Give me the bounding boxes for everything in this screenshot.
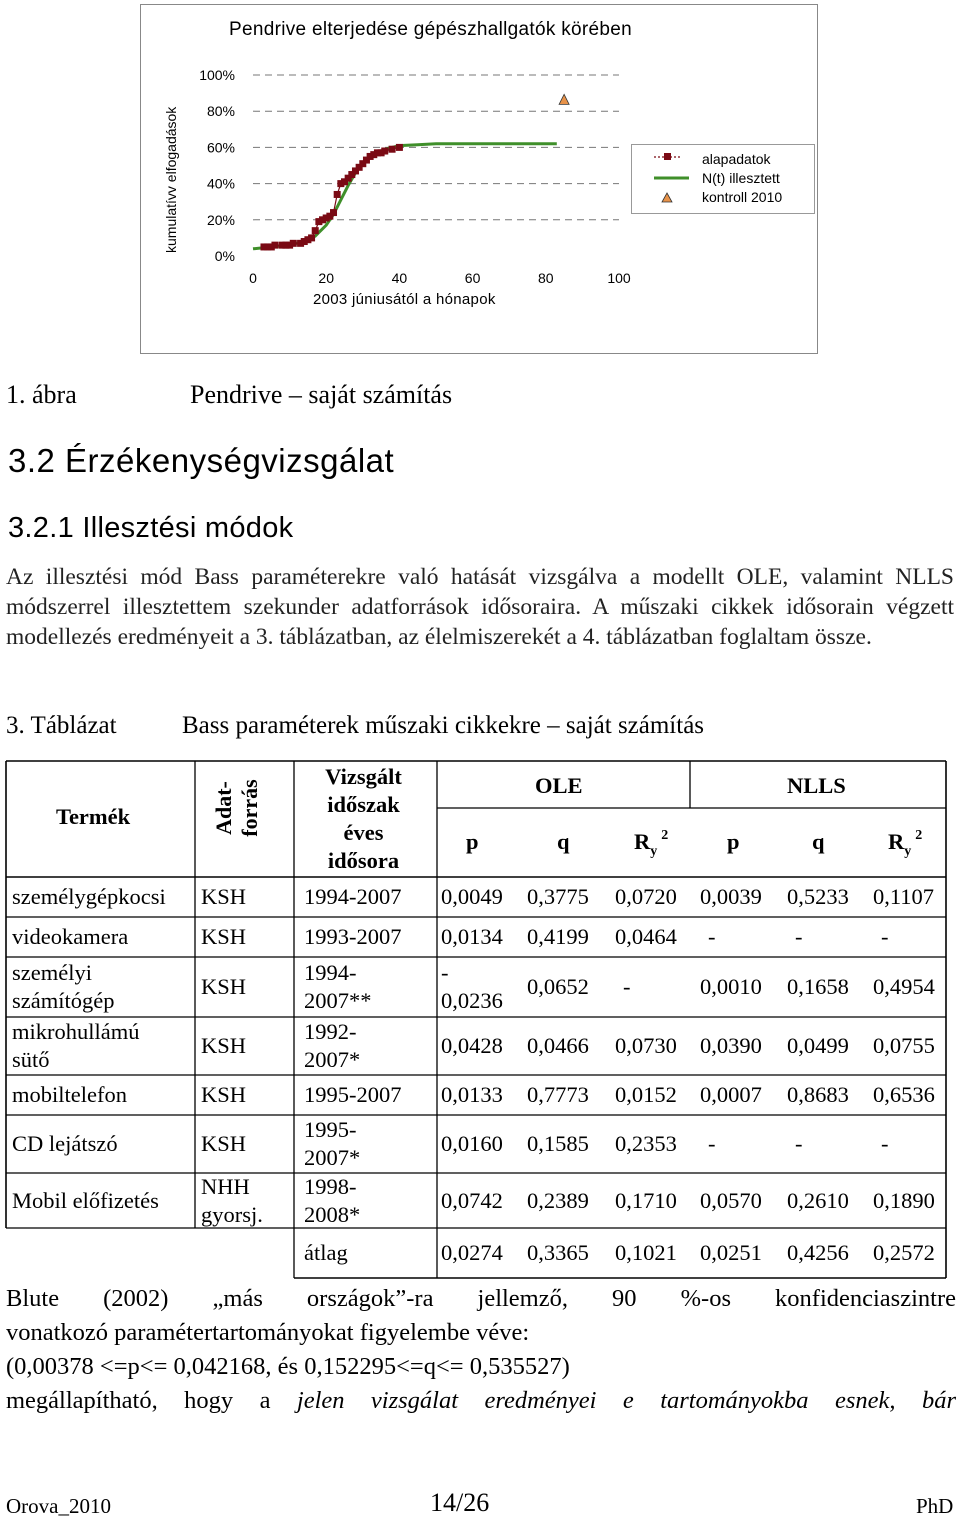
row-mobiltelefon-ole-r: 0,0152 xyxy=(615,1082,677,1107)
row-atlag-ole-r: 0,1021 xyxy=(615,1240,677,1265)
x-tick-label: 100 xyxy=(607,270,631,286)
row-mobil-elofizetes-forras: gyorsj. xyxy=(201,1201,263,1227)
row-szemelygepkocsi-nlls-q: 0,5233 xyxy=(787,884,849,909)
y-tick-label: 20% xyxy=(206,211,235,228)
header-vizsgalt-line4: idősora xyxy=(327,848,400,873)
row-szemelyi-szamitogep-ole-p: - xyxy=(441,960,449,985)
row-szemelygepkocsi-nlls-r: 0,1107 xyxy=(873,884,935,909)
y-tick-label: 100% xyxy=(199,67,235,83)
legend-item-kontroll: kontroll 2010 xyxy=(702,189,783,205)
row-mikrohullamu-suto-forras: KSH xyxy=(201,1033,247,1058)
x-tick-label: 0 xyxy=(249,270,257,286)
row-mikrohullamu-suto-termek: sütő xyxy=(12,1047,50,1072)
row-mikrohullamu-suto-idoszak: 1992- xyxy=(304,1019,357,1044)
row-szemelyi-szamitogep-nlls-q: 0,1658 xyxy=(787,974,849,999)
header-nlls: NLLS xyxy=(787,773,846,798)
row-videokamera-termek: videokamera xyxy=(12,924,129,949)
header-vizsgalt-line2: időszak xyxy=(327,792,400,817)
row-cd-lejatszo-termek: CD lejátszó xyxy=(12,1131,118,1156)
row-mobil-elofizetes-nlls-r: 0,1890 xyxy=(873,1187,935,1213)
figure-title: Pendrive – saját számítás xyxy=(190,380,453,409)
ole-r-sup: 2 xyxy=(661,828,669,843)
header-vizsgalt-line3: éves xyxy=(343,820,384,845)
row-mikrohullamu-suto-termek: mikrohullámú xyxy=(12,1019,140,1044)
row-mobil-elofizetes-ole-r: 0,1710 xyxy=(615,1187,677,1213)
row-szemelyi-szamitogep-nlls-r: 0,4954 xyxy=(873,974,935,999)
x-tick-label: 40 xyxy=(391,270,408,286)
closing-line-1: Blute (2002) „más országok”-ra jellemző, 90 %-os konfidenciaszintre xyxy=(6,1285,956,1312)
header-nlls-p: p xyxy=(727,829,740,854)
x-tick-label: 20 xyxy=(318,270,334,286)
row-mikrohullamu-suto-ole-r: 0,0730 xyxy=(615,1033,677,1058)
row-szemelygepkocsi-ole-q: 0,3775 xyxy=(527,884,589,909)
row-mobiltelefon-ole-q: 0,7773 xyxy=(527,1082,589,1107)
legend-item-alapadatok: alapadatok xyxy=(702,151,771,167)
row-mikrohullamu-suto-nlls-r: 0,0755 xyxy=(873,1033,935,1058)
row-mobiltelefon-nlls-q: 0,8683 xyxy=(787,1082,849,1107)
row-mobil-elofizetes-forras: NHH xyxy=(201,1173,250,1199)
row-mikrohullamu-suto-ole-q: 0,0466 xyxy=(527,1033,589,1058)
header-nlls-q: q xyxy=(812,829,825,854)
row-mobil-elofizetes-idoszak: 1998- xyxy=(304,1173,357,1199)
header-vizsgalt-line1: Vizsgált xyxy=(325,764,402,789)
row-videokamera-ole-r: 0,0464 xyxy=(615,924,677,949)
row-atlag-label: átlag xyxy=(304,1240,348,1265)
row-cd-lejatszo-ole-r: 0,2353 xyxy=(615,1131,677,1156)
chart-y-axis-label: kumulatívv elfogadások xyxy=(163,106,179,253)
row-atlag-nlls-p: 0,0251 xyxy=(700,1240,762,1265)
row-cd-lejatszo-nlls-q: - xyxy=(795,1131,803,1156)
row-cd-lejatszo-idoszak: 1995- xyxy=(304,1117,357,1142)
row-cd-lejatszo-ole-p: 0,0160 xyxy=(441,1131,503,1156)
closing-line-3: (0,00378 <=p<= 0,042168, és 0,152295<=q<= 0,535527) xyxy=(6,1353,570,1380)
subsection-heading: 3.2.1 Illesztési módok xyxy=(8,512,294,544)
row-videokamera-ole-q: 0,4199 xyxy=(527,924,589,949)
row-mobiltelefon-ole-p: 0,0133 xyxy=(441,1082,503,1107)
closing-line-2: vonatkozó paramétertartományokat figyelembe véve: xyxy=(6,1319,530,1346)
row-cd-lejatszo-ole-q: 0,1585 xyxy=(527,1131,589,1156)
x-tick-label: 80 xyxy=(538,270,554,286)
header-ole-p: p xyxy=(466,829,479,854)
row-videokamera-idoszak: 1993-2007 xyxy=(304,924,402,949)
row-mikrohullamu-suto-nlls-p: 0,0390 xyxy=(700,1033,762,1058)
header-ole-q: q xyxy=(557,829,570,854)
row-mobil-elofizetes-nlls-p: 0,0570 xyxy=(700,1187,762,1213)
row-cd-lejatszo-nlls-p: - xyxy=(708,1131,716,1156)
row-mikrohullamu-suto-nlls-q: 0,0499 xyxy=(787,1033,849,1058)
chart-title: Pendrive elterjedése gépészhallgatók körében xyxy=(229,19,632,40)
closing-line-4 xyxy=(6,1384,956,1418)
footer-author: Orova_2010 xyxy=(6,1494,111,1518)
x-tick-label: 60 xyxy=(464,270,481,286)
footer-page-number: 14/26 xyxy=(430,1488,490,1517)
row-szemelygepkocsi-idoszak: 1994-2007 xyxy=(304,884,402,909)
row-mobiltelefon-forras: KSH xyxy=(201,1082,247,1107)
row-szemelyi-szamitogep-idoszak: 1994- xyxy=(304,960,357,985)
row-szemelyi-szamitogep-termek: személyi xyxy=(12,960,92,985)
body-paragraph: Az illesztési mód Bass paraméterekre való hatását vizsgálva a modellt OLE, valamint NLLS módszerrel illesztettem szekunder adatforrások idősoraira. A műszaki cikkek idősorain végzett modellezés eredményeit a 3. táblázatban, az élelmiszerekét a 4. táblázatban foglaltam össze. xyxy=(6,564,954,650)
nlls-r-sup: 2 xyxy=(915,828,923,843)
footer-degree: PhD xyxy=(916,1494,954,1518)
row-szemelygepkocsi-nlls-p: 0,0039 xyxy=(700,884,762,909)
row-mobiltelefon-nlls-r: 0,6536 xyxy=(873,1082,935,1107)
row-mikrohullamu-suto-ole-p: 0,0428 xyxy=(441,1033,503,1058)
row-videokamera-nlls-r: - xyxy=(881,924,889,949)
header-ole: OLE xyxy=(535,773,583,798)
row-szemelyi-szamitogep-nlls-p: 0,0010 xyxy=(700,974,762,999)
row-atlag-nlls-r: 0,2572 xyxy=(873,1240,935,1265)
nlls-r-sub: y xyxy=(904,844,912,859)
row-mobil-elofizetes-idoszak: 2008* xyxy=(304,1201,361,1227)
y-tick-label: 80% xyxy=(206,103,235,120)
chart-x-axis-label: 2003 júniusától a hónapok xyxy=(313,291,496,308)
row-videokamera-nlls-q: - xyxy=(795,924,803,949)
header-termek: Termék xyxy=(56,804,131,829)
section-heading: 3.2 Érzékenységvizsgálat xyxy=(8,442,395,479)
closing-line-4-italic: jelen vizsgálat eredményei e tartományokba esnek, bár xyxy=(296,1387,956,1414)
row-cd-lejatszo-idoszak: 2007* xyxy=(304,1145,361,1170)
row-mobiltelefon-termek: mobiltelefon xyxy=(12,1082,127,1107)
row-cd-lejatszo-forras: KSH xyxy=(201,1131,247,1156)
row-szemelyi-szamitogep-ole-r: - xyxy=(623,974,631,999)
table-title: Bass paraméterek műszaki cikkekre – saját számítás xyxy=(182,712,705,739)
nlls-r-letter: R xyxy=(888,829,905,854)
row-szemelyi-szamitogep-ole-p: 0,0236 xyxy=(441,988,503,1013)
ole-r-letter: R xyxy=(634,829,651,854)
row-atlag-nlls-q: 0,4256 xyxy=(787,1240,849,1265)
legend-item-illesztett: N(t) illesztett xyxy=(702,170,780,186)
table-label: 3. Táblázat xyxy=(6,712,117,739)
y-tick-label: 60% xyxy=(206,139,235,156)
row-szemelygepkocsi-ole-r: 0,0720 xyxy=(615,884,677,909)
row-videokamera-forras: KSH xyxy=(201,924,247,949)
header-adatforras-line1: Adat- xyxy=(211,781,236,835)
row-szemelyi-szamitogep-termek: számítógép xyxy=(12,988,115,1013)
row-atlag-ole-q: 0,3365 xyxy=(527,1240,589,1265)
row-atlag-ole-p: 0,0274 xyxy=(441,1240,503,1265)
row-mobil-elofizetes-ole-p: 0,0742 xyxy=(441,1187,503,1213)
row-mobil-elofizetes-termek: Mobil előfizetés xyxy=(12,1187,159,1213)
row-mobil-elofizetes-nlls-q: 0,2610 xyxy=(787,1187,849,1213)
ole-r-sub: y xyxy=(650,844,658,859)
y-tick-label: 40% xyxy=(206,175,235,192)
row-mikrohullamu-suto-idoszak: 2007* xyxy=(304,1047,361,1072)
row-mobil-elofizetes-ole-q: 0,2389 xyxy=(527,1187,589,1213)
row-mobiltelefon-nlls-p: 0,0007 xyxy=(700,1082,762,1107)
figure-label: 1. ábra xyxy=(6,380,77,409)
header-adatforras-line2: forrás xyxy=(237,779,262,837)
row-szemelygepkocsi-forras: KSH xyxy=(201,884,247,909)
row-cd-lejatszo-nlls-r: - xyxy=(881,1131,889,1156)
closing-line-4-normal: megállapítható, hogy a xyxy=(6,1387,297,1414)
row-szemelyi-szamitogep-idoszak: 2007** xyxy=(304,988,372,1013)
row-videokamera-nlls-p: - xyxy=(708,924,716,949)
row-szemelygepkocsi-ole-p: 0,0049 xyxy=(441,884,503,909)
row-szemelyi-szamitogep-forras: KSH xyxy=(201,974,247,999)
row-szemelygepkocsi-termek: személygépkocsi xyxy=(12,884,166,909)
row-mobiltelefon-idoszak: 1995-2007 xyxy=(304,1082,402,1107)
row-videokamera-ole-p: 0,0134 xyxy=(441,924,503,949)
y-tick-label: 0% xyxy=(214,248,235,264)
row-szemelyi-szamitogep-ole-q: 0,0652 xyxy=(527,974,589,999)
